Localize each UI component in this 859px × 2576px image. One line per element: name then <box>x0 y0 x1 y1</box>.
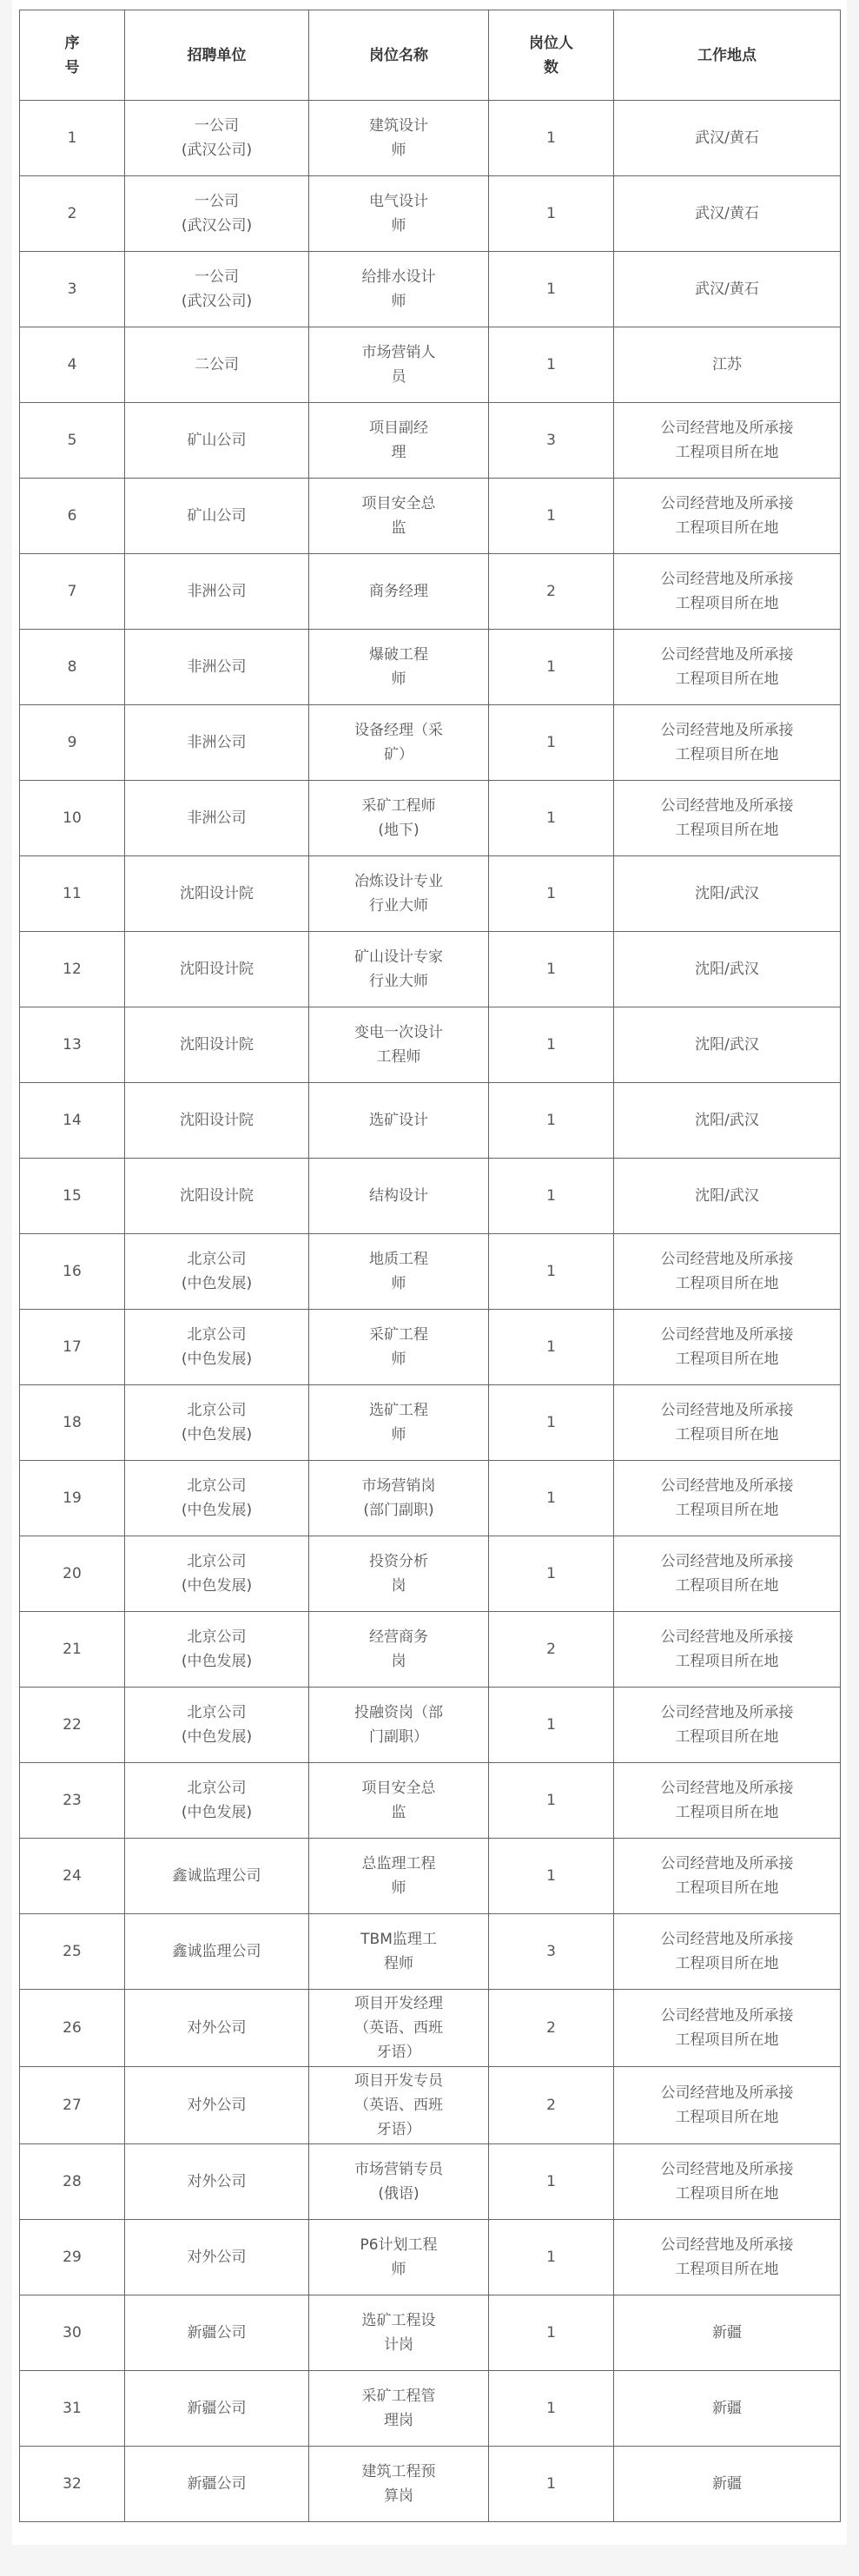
cell-count: 1 <box>489 1839 614 1914</box>
cell-location: 沈阳/武汉 <box>614 1083 841 1159</box>
cell-index: 20 <box>20 1536 125 1612</box>
table-row <box>20 554 841 630</box>
cell-position: 项目副经 理 <box>309 403 489 479</box>
cell-count: 1 <box>489 932 614 1007</box>
cell-position: P6计划工程 师 <box>309 2220 489 2295</box>
cell-index: 26 <box>20 1990 125 2067</box>
cell-unit: 新疆公司 <box>125 2447 309 2522</box>
cell-unit: 二公司 <box>125 327 309 403</box>
cell-position: 商务经理 <box>309 554 489 630</box>
cell-index: 21 <box>20 1612 125 1688</box>
cell-index: 8 <box>20 630 125 705</box>
cell-position: 变电一次设计 工程师 <box>309 1007 489 1083</box>
table-row <box>20 1385 841 1461</box>
cell-location: 公司经营地及所承接 工程项目所在地 <box>614 1839 841 1914</box>
cell-location: 公司经营地及所承接 工程项目所在地 <box>614 1688 841 1763</box>
cell-index: 27 <box>20 2067 125 2144</box>
cell-index: 32 <box>20 2447 125 2522</box>
cell-unit: 鑫诚监理公司 <box>125 1914 309 1990</box>
cell-count: 1 <box>489 1159 614 1234</box>
cell-position: 爆破工程 师 <box>309 630 489 705</box>
cell-unit: 一公司 (武汉公司) <box>125 176 309 252</box>
cell-index: 16 <box>20 1234 125 1310</box>
cell-unit: 沈阳设计院 <box>125 1007 309 1083</box>
cell-position: 总监理工程 师 <box>309 1839 489 1914</box>
cell-count: 1 <box>489 1461 614 1536</box>
table-row <box>20 1159 841 1234</box>
cell-location: 公司经营地及所承接 工程项目所在地 <box>614 554 841 630</box>
cell-index: 14 <box>20 1083 125 1159</box>
cell-index: 28 <box>20 2144 125 2220</box>
cell-position: 选矿工程 师 <box>309 1385 489 1461</box>
cell-position: 结构设计 <box>309 1159 489 1234</box>
cell-index: 12 <box>20 932 125 1007</box>
cell-count: 1 <box>489 856 614 932</box>
table-row <box>20 1688 841 1763</box>
cell-index: 6 <box>20 479 125 554</box>
cell-index: 24 <box>20 1839 125 1914</box>
table-row <box>20 2144 841 2220</box>
header-position: 岗位名称 <box>309 10 489 101</box>
cell-count: 1 <box>489 252 614 327</box>
cell-location: 公司经营地及所承接 工程项目所在地 <box>614 630 841 705</box>
cell-location: 公司经营地及所承接 工程项目所在地 <box>614 2067 841 2144</box>
cell-count: 3 <box>489 1914 614 1990</box>
table-row <box>20 2447 841 2522</box>
cell-position: 电气设计 师 <box>309 176 489 252</box>
cell-count: 1 <box>489 1763 614 1839</box>
cell-unit: 北京公司 (中色发展) <box>125 1234 309 1310</box>
cell-count: 1 <box>489 101 614 176</box>
cell-count: 2 <box>489 1990 614 2067</box>
recruitment-table <box>19 10 841 2522</box>
cell-count: 2 <box>489 1612 614 1688</box>
cell-location: 公司经营地及所承接 工程项目所在地 <box>614 1385 841 1461</box>
table-row <box>20 479 841 554</box>
cell-count: 1 <box>489 1385 614 1461</box>
table-row <box>20 1763 841 1839</box>
table-row <box>20 1083 841 1159</box>
cell-location: 公司经营地及所承接 工程项目所在地 <box>614 403 841 479</box>
table-row <box>20 101 841 176</box>
table-row <box>20 2067 841 2144</box>
cell-unit: 一公司 (武汉公司) <box>125 101 309 176</box>
cell-position: 采矿工程 师 <box>309 1310 489 1385</box>
cell-index: 29 <box>20 2220 125 2295</box>
cell-location: 公司经营地及所承接 工程项目所在地 <box>614 1914 841 1990</box>
cell-position: 选矿设计 <box>309 1083 489 1159</box>
cell-count: 1 <box>489 176 614 252</box>
header-count: 岗位人 数 <box>489 10 614 101</box>
cell-unit: 对外公司 <box>125 1990 309 2067</box>
cell-unit: 北京公司 (中色发展) <box>125 1310 309 1385</box>
cell-count: 1 <box>489 2220 614 2295</box>
cell-location: 沈阳/武汉 <box>614 1159 841 1234</box>
cell-count: 1 <box>489 1007 614 1083</box>
table-row <box>20 1310 841 1385</box>
cell-position: 项目安全总 监 <box>309 1763 489 1839</box>
cell-position: 投融资岗（部 门副职） <box>309 1688 489 1763</box>
cell-position: 项目开发经理 （英语、西班 牙语） <box>309 1990 489 2067</box>
cell-count: 3 <box>489 403 614 479</box>
cell-index: 18 <box>20 1385 125 1461</box>
cell-position: TBM监理工 程师 <box>309 1914 489 1990</box>
cell-count: 1 <box>489 2447 614 2522</box>
table-row <box>20 252 841 327</box>
table-row <box>20 2371 841 2447</box>
cell-unit: 非洲公司 <box>125 630 309 705</box>
table-row <box>20 856 841 932</box>
cell-location: 新疆 <box>614 2447 841 2522</box>
cell-index: 2 <box>20 176 125 252</box>
cell-location: 新疆 <box>614 2371 841 2447</box>
cell-count: 1 <box>489 705 614 781</box>
cell-count: 1 <box>489 1536 614 1612</box>
cell-unit: 矿山公司 <box>125 479 309 554</box>
cell-unit: 矿山公司 <box>125 403 309 479</box>
cell-index: 13 <box>20 1007 125 1083</box>
cell-index: 9 <box>20 705 125 781</box>
cell-count: 1 <box>489 781 614 856</box>
table-row <box>20 1461 841 1536</box>
cell-unit: 北京公司 (中色发展) <box>125 1688 309 1763</box>
table-row <box>20 403 841 479</box>
cell-location: 沈阳/武汉 <box>614 932 841 1007</box>
cell-location: 公司经营地及所承接 工程项目所在地 <box>614 1310 841 1385</box>
cell-location: 公司经营地及所承接 工程项目所在地 <box>614 705 841 781</box>
cell-count: 2 <box>489 554 614 630</box>
cell-count: 1 <box>489 630 614 705</box>
cell-unit: 对外公司 <box>125 2220 309 2295</box>
cell-count: 1 <box>489 1083 614 1159</box>
cell-index: 4 <box>20 327 125 403</box>
cell-unit: 鑫诚监理公司 <box>125 1839 309 1914</box>
header-location: 工作地点 <box>614 10 841 101</box>
cell-unit: 沈阳设计院 <box>125 856 309 932</box>
cell-index: 23 <box>20 1763 125 1839</box>
table-row <box>20 2295 841 2371</box>
table-row <box>20 1612 841 1688</box>
cell-index: 7 <box>20 554 125 630</box>
cell-position: 冶炼设计专业 行业大师 <box>309 856 489 932</box>
table-row <box>20 781 841 856</box>
cell-position: 投资分析 岗 <box>309 1536 489 1612</box>
cell-unit: 沈阳设计院 <box>125 1083 309 1159</box>
cell-unit: 北京公司 (中色发展) <box>125 1385 309 1461</box>
cell-index: 22 <box>20 1688 125 1763</box>
cell-location: 公司经营地及所承接 工程项目所在地 <box>614 479 841 554</box>
table-row <box>20 1914 841 1990</box>
cell-unit: 一公司 (武汉公司) <box>125 252 309 327</box>
cell-position: 设备经理（采 矿） <box>309 705 489 781</box>
cell-position: 选矿工程设 计岗 <box>309 2295 489 2371</box>
cell-unit: 新疆公司 <box>125 2371 309 2447</box>
header-index: 序 号 <box>20 10 125 101</box>
cell-location: 沈阳/武汉 <box>614 856 841 932</box>
cell-index: 15 <box>20 1159 125 1234</box>
cell-position: 项目开发专员 （英语、西班 牙语） <box>309 2067 489 2144</box>
cell-count: 2 <box>489 2067 614 2144</box>
cell-unit: 北京公司 (中色发展) <box>125 1536 309 1612</box>
cell-unit: 沈阳设计院 <box>125 932 309 1007</box>
cell-location: 公司经营地及所承接 工程项目所在地 <box>614 781 841 856</box>
cell-index: 25 <box>20 1914 125 1990</box>
cell-index: 31 <box>20 2371 125 2447</box>
cell-position: 给排水设计 师 <box>309 252 489 327</box>
cell-count: 1 <box>489 1688 614 1763</box>
table-row <box>20 1234 841 1310</box>
cell-position: 地质工程 师 <box>309 1234 489 1310</box>
cell-location: 公司经营地及所承接 工程项目所在地 <box>614 2220 841 2295</box>
cell-count: 1 <box>489 1310 614 1385</box>
cell-position: 矿山设计专家 行业大师 <box>309 932 489 1007</box>
cell-unit: 对外公司 <box>125 2067 309 2144</box>
cell-position: 市场营销人 员 <box>309 327 489 403</box>
table-row <box>20 705 841 781</box>
table-header-row <box>20 10 841 101</box>
cell-unit: 北京公司 (中色发展) <box>125 1612 309 1688</box>
cell-index: 10 <box>20 781 125 856</box>
cell-count: 1 <box>489 479 614 554</box>
cell-position: 项目安全总 监 <box>309 479 489 554</box>
cell-location: 公司经营地及所承接 工程项目所在地 <box>614 1990 841 2067</box>
cell-position: 经营商务 岗 <box>309 1612 489 1688</box>
cell-count: 1 <box>489 327 614 403</box>
cell-location: 公司经营地及所承接 工程项目所在地 <box>614 1461 841 1536</box>
cell-index: 5 <box>20 403 125 479</box>
cell-location: 公司经营地及所承接 工程项目所在地 <box>614 1536 841 1612</box>
cell-unit: 新疆公司 <box>125 2295 309 2371</box>
cell-location: 沈阳/武汉 <box>614 1007 841 1083</box>
cell-position: 建筑设计 师 <box>309 101 489 176</box>
table-row <box>20 2220 841 2295</box>
table-row <box>20 1990 841 2067</box>
table-row <box>20 1536 841 1612</box>
cell-location: 武汉/黄石 <box>614 176 841 252</box>
cell-position: 采矿工程管 理岗 <box>309 2371 489 2447</box>
cell-index: 1 <box>20 101 125 176</box>
cell-location: 公司经营地及所承接 工程项目所在地 <box>614 1763 841 1839</box>
cell-count: 1 <box>489 2144 614 2220</box>
table-row <box>20 630 841 705</box>
cell-index: 3 <box>20 252 125 327</box>
cell-count: 1 <box>489 2295 614 2371</box>
cell-location: 武汉/黄石 <box>614 101 841 176</box>
table-row <box>20 932 841 1007</box>
page <box>12 0 847 2545</box>
cell-location: 公司经营地及所承接 工程项目所在地 <box>614 1234 841 1310</box>
header-unit: 招聘单位 <box>125 10 309 101</box>
table-row <box>20 1007 841 1083</box>
cell-unit: 非洲公司 <box>125 705 309 781</box>
cell-location: 江苏 <box>614 327 841 403</box>
cell-index: 17 <box>20 1310 125 1385</box>
cell-position: 市场营销专员 (俄语) <box>309 2144 489 2220</box>
cell-position: 建筑工程预 算岗 <box>309 2447 489 2522</box>
cell-index: 19 <box>20 1461 125 1536</box>
cell-position: 采矿工程师 (地下) <box>309 781 489 856</box>
table-row <box>20 327 841 403</box>
cell-unit: 非洲公司 <box>125 781 309 856</box>
cell-unit: 非洲公司 <box>125 554 309 630</box>
cell-unit: 对外公司 <box>125 2144 309 2220</box>
cell-location: 新疆 <box>614 2295 841 2371</box>
table-row <box>20 1839 841 1914</box>
table-row <box>20 176 841 252</box>
cell-unit: 北京公司 (中色发展) <box>125 1461 309 1536</box>
cell-index: 30 <box>20 2295 125 2371</box>
cell-unit: 沈阳设计院 <box>125 1159 309 1234</box>
cell-count: 1 <box>489 2371 614 2447</box>
cell-count: 1 <box>489 1234 614 1310</box>
cell-location: 公司经营地及所承接 工程项目所在地 <box>614 1612 841 1688</box>
cell-position: 市场营销岗 (部门副职) <box>309 1461 489 1536</box>
cell-index: 11 <box>20 856 125 932</box>
cell-location: 公司经营地及所承接 工程项目所在地 <box>614 2144 841 2220</box>
cell-unit: 北京公司 (中色发展) <box>125 1763 309 1839</box>
cell-location: 武汉/黄石 <box>614 252 841 327</box>
